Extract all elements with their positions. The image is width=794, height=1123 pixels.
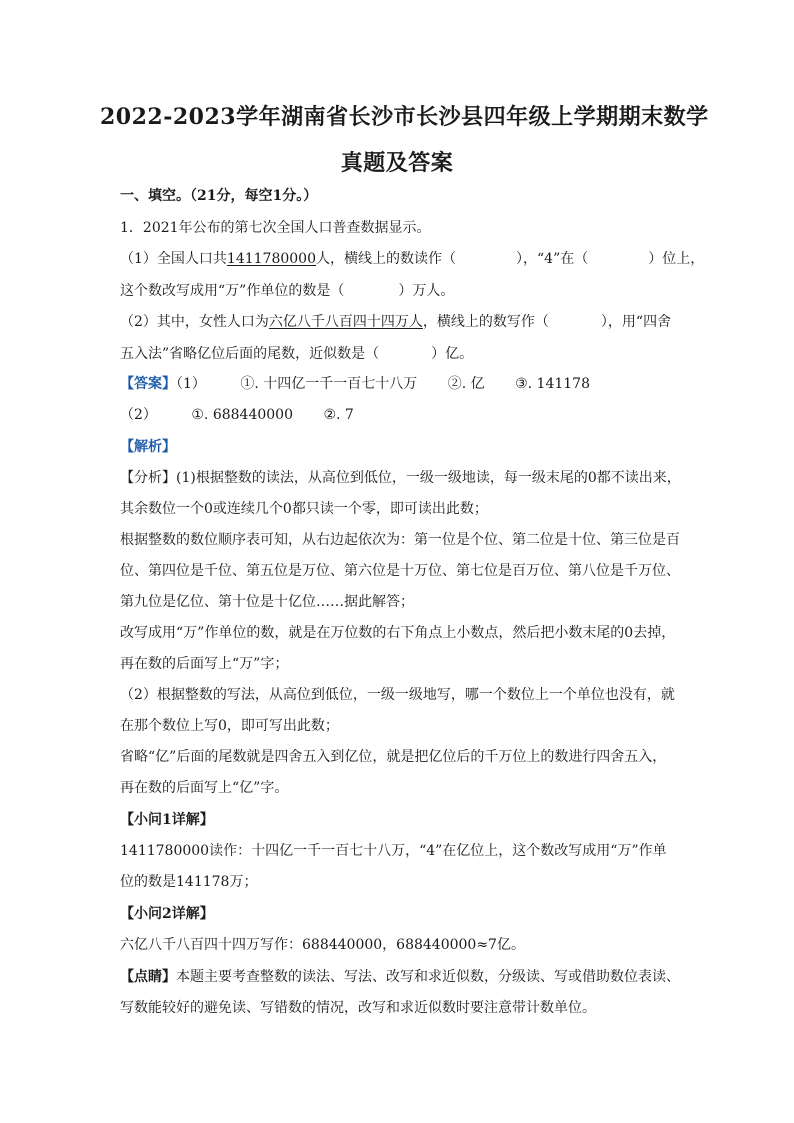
section-heading: 一、填空。（21分，每空1分。）	[120, 188, 318, 204]
analysis-line: 改写成用“万”作单位的数，就是在万位数的右下角点上小数点，然后把小数末尾的0去掉，	[120, 625, 676, 641]
analysis-line: 再在数的后面写上“万”字；	[120, 656, 289, 672]
document-title-line2: 真题及答案	[340, 150, 454, 176]
text-segment: ），“4”在（	[516, 251, 589, 267]
sub2-line: 六亿八千八百四十四万写作：688440000，688440000≈7亿。	[120, 937, 525, 953]
text-segment: ）位上，	[648, 251, 705, 267]
analysis-line: 【分析】(1)根据整数的读法，从高位到低位，一级一级地读，每一级末尾的0都不读出来，	[120, 470, 681, 486]
analysis-line: （2）根据整数的写法，从高位到低位，一级一级地写，哪一个数位上一个单位也没有，就	[120, 687, 675, 703]
text-segment: 五入法”省略亿位后面的尾数，近似数是（	[120, 346, 380, 362]
comment-line2: 写数能较好的避免读、写错数的情况，改写和求近似数时要注意带计数单位。	[120, 1000, 596, 1016]
answer-row1	[120, 374, 590, 394]
sub1-label: 【小问1详解】	[120, 812, 214, 828]
text-segment: 这个数改写成用“万”作单位的数是（	[120, 283, 345, 299]
analysis-line: 位、第四位是千位、第五位是万位、第六位是十万位、第七位是百万位、第八位是千万位、	[120, 563, 680, 579]
text-segment: （1）全国人口共	[120, 251, 227, 267]
underlined-text: 六亿八千八百四十四万人	[268, 314, 423, 330]
answer-prefix: （2）	[120, 407, 157, 423]
analysis-line: 再在数的后面写上“亿”字。	[120, 780, 289, 796]
question-part1-line2	[120, 281, 454, 301]
question-part1-line1	[120, 249, 704, 269]
question-part2-line2	[120, 344, 473, 364]
text-segment: ）万人。	[398, 283, 455, 299]
sub2-label: 【小问2详解】	[120, 906, 214, 922]
analysis-line: 第九位是亿位、第十位是十亿位……据此解答；	[120, 594, 414, 610]
sub1-line: 位的数是141178万；	[120, 874, 258, 890]
underlined-number: 1411780000	[226, 251, 316, 267]
analysis-line: 在那个数位上写0，即可写出此数；	[120, 718, 339, 734]
text-segment: 人，横线上的数读作（	[316, 251, 456, 267]
comment-text: 本题主要考查整数的读法、写法、改写和求近似数，分级读、写或借助数位表读、	[176, 969, 680, 985]
answer-prefix: （1）	[176, 376, 206, 392]
question-part2-line1	[120, 312, 671, 332]
question-stem: 1．2021年公布的第七次全国人口普查数据显示。	[120, 220, 431, 236]
answer-item: ②. 亿	[447, 376, 485, 392]
text-segment: （2）其中，女性人口为	[120, 314, 269, 330]
answer-item: ①. 688440000	[191, 407, 293, 423]
comment-label: 【点睛】	[120, 969, 176, 985]
analysis-line: 根据整数的数位顺序表可知，从右边起依次为：第一位是个位、第二位是十位、第三位是百	[120, 532, 680, 548]
answer-item: ①. 十四亿一千一百七十八万	[240, 376, 418, 392]
answer-row2	[120, 405, 354, 425]
answer-label: 【答案】	[120, 376, 176, 392]
answer-item: ②. 7	[323, 407, 354, 423]
analysis-label: 【解析】	[120, 439, 176, 455]
text-segment: ），用“四舍	[600, 314, 672, 330]
text-segment: ，横线上的数写作（	[422, 314, 549, 330]
analysis-line: 省略“亿”后面的尾数就是四舍五入到亿位，就是把亿位后的千万位上的数进行四舍五入，	[120, 749, 667, 765]
answer-item: ③. 141178	[515, 376, 590, 392]
analysis-line: 其余数位一个0或连续几个0都只读一个零，即可读出此数；	[120, 501, 488, 517]
text-segment: ）亿。	[431, 346, 474, 362]
comment-line1	[120, 967, 680, 987]
document-title-line1: 2022-2023学年湖南省长沙市长沙县四年级上学期期末数学	[100, 104, 709, 130]
sub1-line: 1411780000读作：十四亿一千一百七十八万，“4”在亿位上，这个数改写成用“万”作单	[120, 843, 667, 859]
